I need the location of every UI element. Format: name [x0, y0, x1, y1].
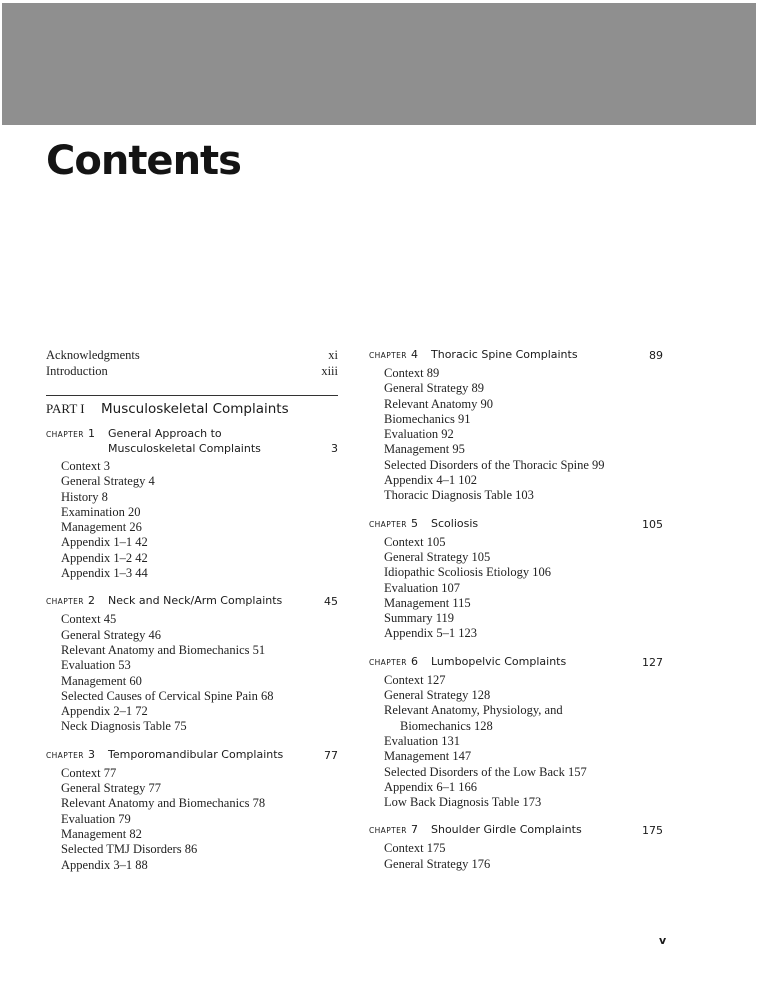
- chapter-word: CHAPTER: [369, 351, 407, 360]
- chapter-word: CHAPTER: [369, 519, 407, 529]
- toc-entry[interactable]: Context 105: [384, 534, 446, 549]
- toc-entry[interactable]: General Strategy 89: [384, 381, 484, 396]
- toc-entry[interactable]: Relevant Anatomy 90: [384, 396, 494, 411]
- toc-front-matter-row[interactable]: [46, 363, 338, 379]
- toc-entry[interactable]: Evaluation 92: [384, 427, 454, 442]
- toc-entry[interactable]: Management 147: [384, 749, 472, 764]
- toc-right-column: [369, 347, 663, 872]
- toc-entry[interactable]: Relevant Anatomy and Biomechanics 51: [61, 642, 266, 657]
- toc-entry[interactable]: Thoracic Diagnosis Table 103: [384, 488, 534, 503]
- toc-chapter-4: [369, 347, 663, 504]
- toc-entry[interactable]: Context 3: [61, 459, 110, 473]
- toc-entry[interactable]: Appendix 4–1 102: [384, 473, 478, 488]
- toc-entry[interactable]: General Strategy 77: [61, 781, 161, 796]
- chapter-title: General Approach to Musculoskeletal Complaints: [108, 427, 261, 455]
- toc-entry[interactable]: Appendix 2–1 72: [61, 704, 148, 719]
- chapter-title: Temporomandibular Complaints: [108, 747, 284, 761]
- chapter-number: 3: [88, 747, 95, 761]
- toc-entry[interactable]: Appendix 5–1 123: [384, 626, 478, 641]
- chapter-title: Lumbopelvic Complaints: [431, 654, 567, 668]
- chapter-heading[interactable]: [46, 426, 338, 456]
- chapter-entries: [369, 366, 663, 504]
- toc-entry[interactable]: Context 45: [61, 612, 117, 627]
- toc-entry-label: Acknowledgments: [46, 348, 140, 362]
- toc-entry[interactable]: Context 89: [384, 366, 440, 380]
- chapter-heading[interactable]: [46, 593, 338, 609]
- chapter-title: Scoliosis: [431, 516, 479, 530]
- chapter-entries: [46, 612, 338, 734]
- chapter-number: 7: [411, 823, 418, 837]
- toc-entry[interactable]: Management 95: [384, 442, 465, 457]
- toc-entry[interactable]: Context 175: [384, 841, 446, 856]
- toc-entry[interactable]: Evaluation 79: [61, 811, 131, 826]
- toc-entry[interactable]: Summary 119: [384, 611, 455, 626]
- toc-entry[interactable]: Evaluation 107: [384, 580, 461, 595]
- toc-entry[interactable]: Appendix 1–1 42: [61, 535, 148, 550]
- chapter-title: Shoulder Girdle Complaints: [431, 823, 582, 837]
- chapter-entries: [369, 841, 663, 872]
- toc-entry[interactable]: Management 82: [61, 826, 142, 841]
- chapter-number: 5: [411, 516, 418, 530]
- toc-entry[interactable]: General Strategy 176: [384, 856, 491, 871]
- toc-entry[interactable]: General Strategy 46: [61, 627, 161, 642]
- chapter-heading[interactable]: [46, 747, 338, 763]
- chapter-page: 175: [642, 824, 663, 838]
- toc-entry-page: xiii: [321, 364, 338, 378]
- toc-chapter-3: [46, 747, 338, 873]
- chapter-heading[interactable]: [369, 822, 663, 838]
- chapter-number: 4: [411, 348, 418, 361]
- page-title: Contents: [46, 138, 241, 184]
- toc-entry[interactable]: General Strategy 4: [61, 474, 155, 489]
- toc-front-matter-row[interactable]: [46, 347, 338, 363]
- toc-entry-page: xi: [328, 348, 338, 362]
- toc-entry[interactable]: Management 26: [61, 520, 142, 535]
- chapter-entries: [46, 766, 338, 873]
- chapter-page: 45: [324, 595, 338, 609]
- toc-entry[interactable]: Context 77: [61, 765, 117, 780]
- chapter-page: 77: [324, 748, 338, 762]
- toc-entry[interactable]: Relevant Anatomy, Physiology, and: [384, 703, 563, 718]
- chapter-entries: [369, 673, 663, 811]
- toc-entry[interactable]: Selected TMJ Disorders 86: [61, 842, 198, 857]
- toc-entry-continued[interactable]: Biomechanics 128: [400, 718, 493, 733]
- chapter-word: CHAPTER: [369, 657, 407, 667]
- part-title: Musculoskeletal Complaints: [101, 401, 289, 417]
- toc-entry[interactable]: Low Back Diagnosis Table 173: [384, 795, 542, 810]
- toc-entry[interactable]: Management 60: [61, 673, 142, 688]
- chapter-heading[interactable]: [369, 516, 663, 532]
- toc-entry[interactable]: Idiopathic Scoliosis Etiology 106: [384, 565, 552, 580]
- chapter-page: 127: [642, 655, 663, 669]
- chapter-word: CHAPTER: [369, 826, 407, 836]
- page-number: v: [659, 934, 667, 947]
- toc-entry[interactable]: General Strategy 105: [384, 549, 491, 564]
- chapter-title: Neck and Neck/Arm Complaints: [108, 594, 283, 608]
- toc-entry[interactable]: Selected Disorders of the Low Back 157: [384, 764, 587, 779]
- chapter-word: CHAPTER: [46, 430, 84, 439]
- toc-chapter-2: [46, 593, 338, 734]
- chapter-heading[interactable]: [369, 654, 663, 670]
- header-banner: [2, 3, 756, 125]
- toc-entry[interactable]: Management 115: [384, 595, 471, 610]
- toc-entry[interactable]: Evaluation 131: [384, 733, 461, 748]
- chapter-entries: [46, 459, 338, 581]
- toc-entry[interactable]: Appendix 6–1 166: [384, 779, 478, 794]
- toc-entry[interactable]: Evaluation 53: [61, 658, 131, 673]
- toc-entry[interactable]: General Strategy 128: [384, 688, 491, 703]
- toc-chapter-6: [369, 654, 663, 811]
- chapter-page: 105: [642, 517, 663, 531]
- toc-entry[interactable]: Selected Disorders of the Thoracic Spine 99: [384, 457, 605, 472]
- toc-entry[interactable]: Appendix 1–3 44: [61, 566, 148, 581]
- chapter-page: 3: [331, 442, 338, 455]
- toc-entry[interactable]: History 8: [61, 489, 108, 504]
- toc-chapter-5: [369, 516, 663, 642]
- chapter-word: CHAPTER: [46, 597, 84, 607]
- toc-chapter-7: [369, 822, 663, 872]
- toc-entry[interactable]: Appendix 1–2 42: [61, 550, 148, 565]
- chapter-title: Thoracic Spine Complaints: [431, 348, 578, 361]
- chapter-word: CHAPTER: [46, 750, 84, 760]
- chapter-entries: [369, 535, 663, 642]
- chapter-number: 6: [411, 654, 418, 668]
- toc-entry[interactable]: Context 127: [384, 672, 446, 687]
- part-label: PART I: [46, 401, 85, 416]
- chapter-heading[interactable]: [369, 347, 663, 363]
- part-heading: [46, 401, 338, 421]
- toc-entry[interactable]: Biomechanics 91: [384, 411, 471, 426]
- toc-entry[interactable]: Appendix 3–1 88: [61, 857, 148, 872]
- chapter-number: 2: [88, 594, 95, 608]
- chapter-page: 89: [649, 349, 663, 362]
- chapter-number: 1: [88, 427, 95, 440]
- toc-entry-label: Introduction: [46, 364, 108, 378]
- part-divider: [46, 395, 338, 396]
- toc-left-column: [46, 347, 338, 873]
- toc-entry[interactable]: Neck Diagnosis Table 75: [61, 719, 187, 734]
- toc-entry[interactable]: Examination 20: [61, 504, 141, 519]
- toc-entry[interactable]: Relevant Anatomy and Biomechanics 78: [61, 796, 266, 811]
- toc-chapter-1: [46, 426, 338, 581]
- toc-entry[interactable]: Selected Causes of Cervical Spine Pain 68: [61, 688, 274, 703]
